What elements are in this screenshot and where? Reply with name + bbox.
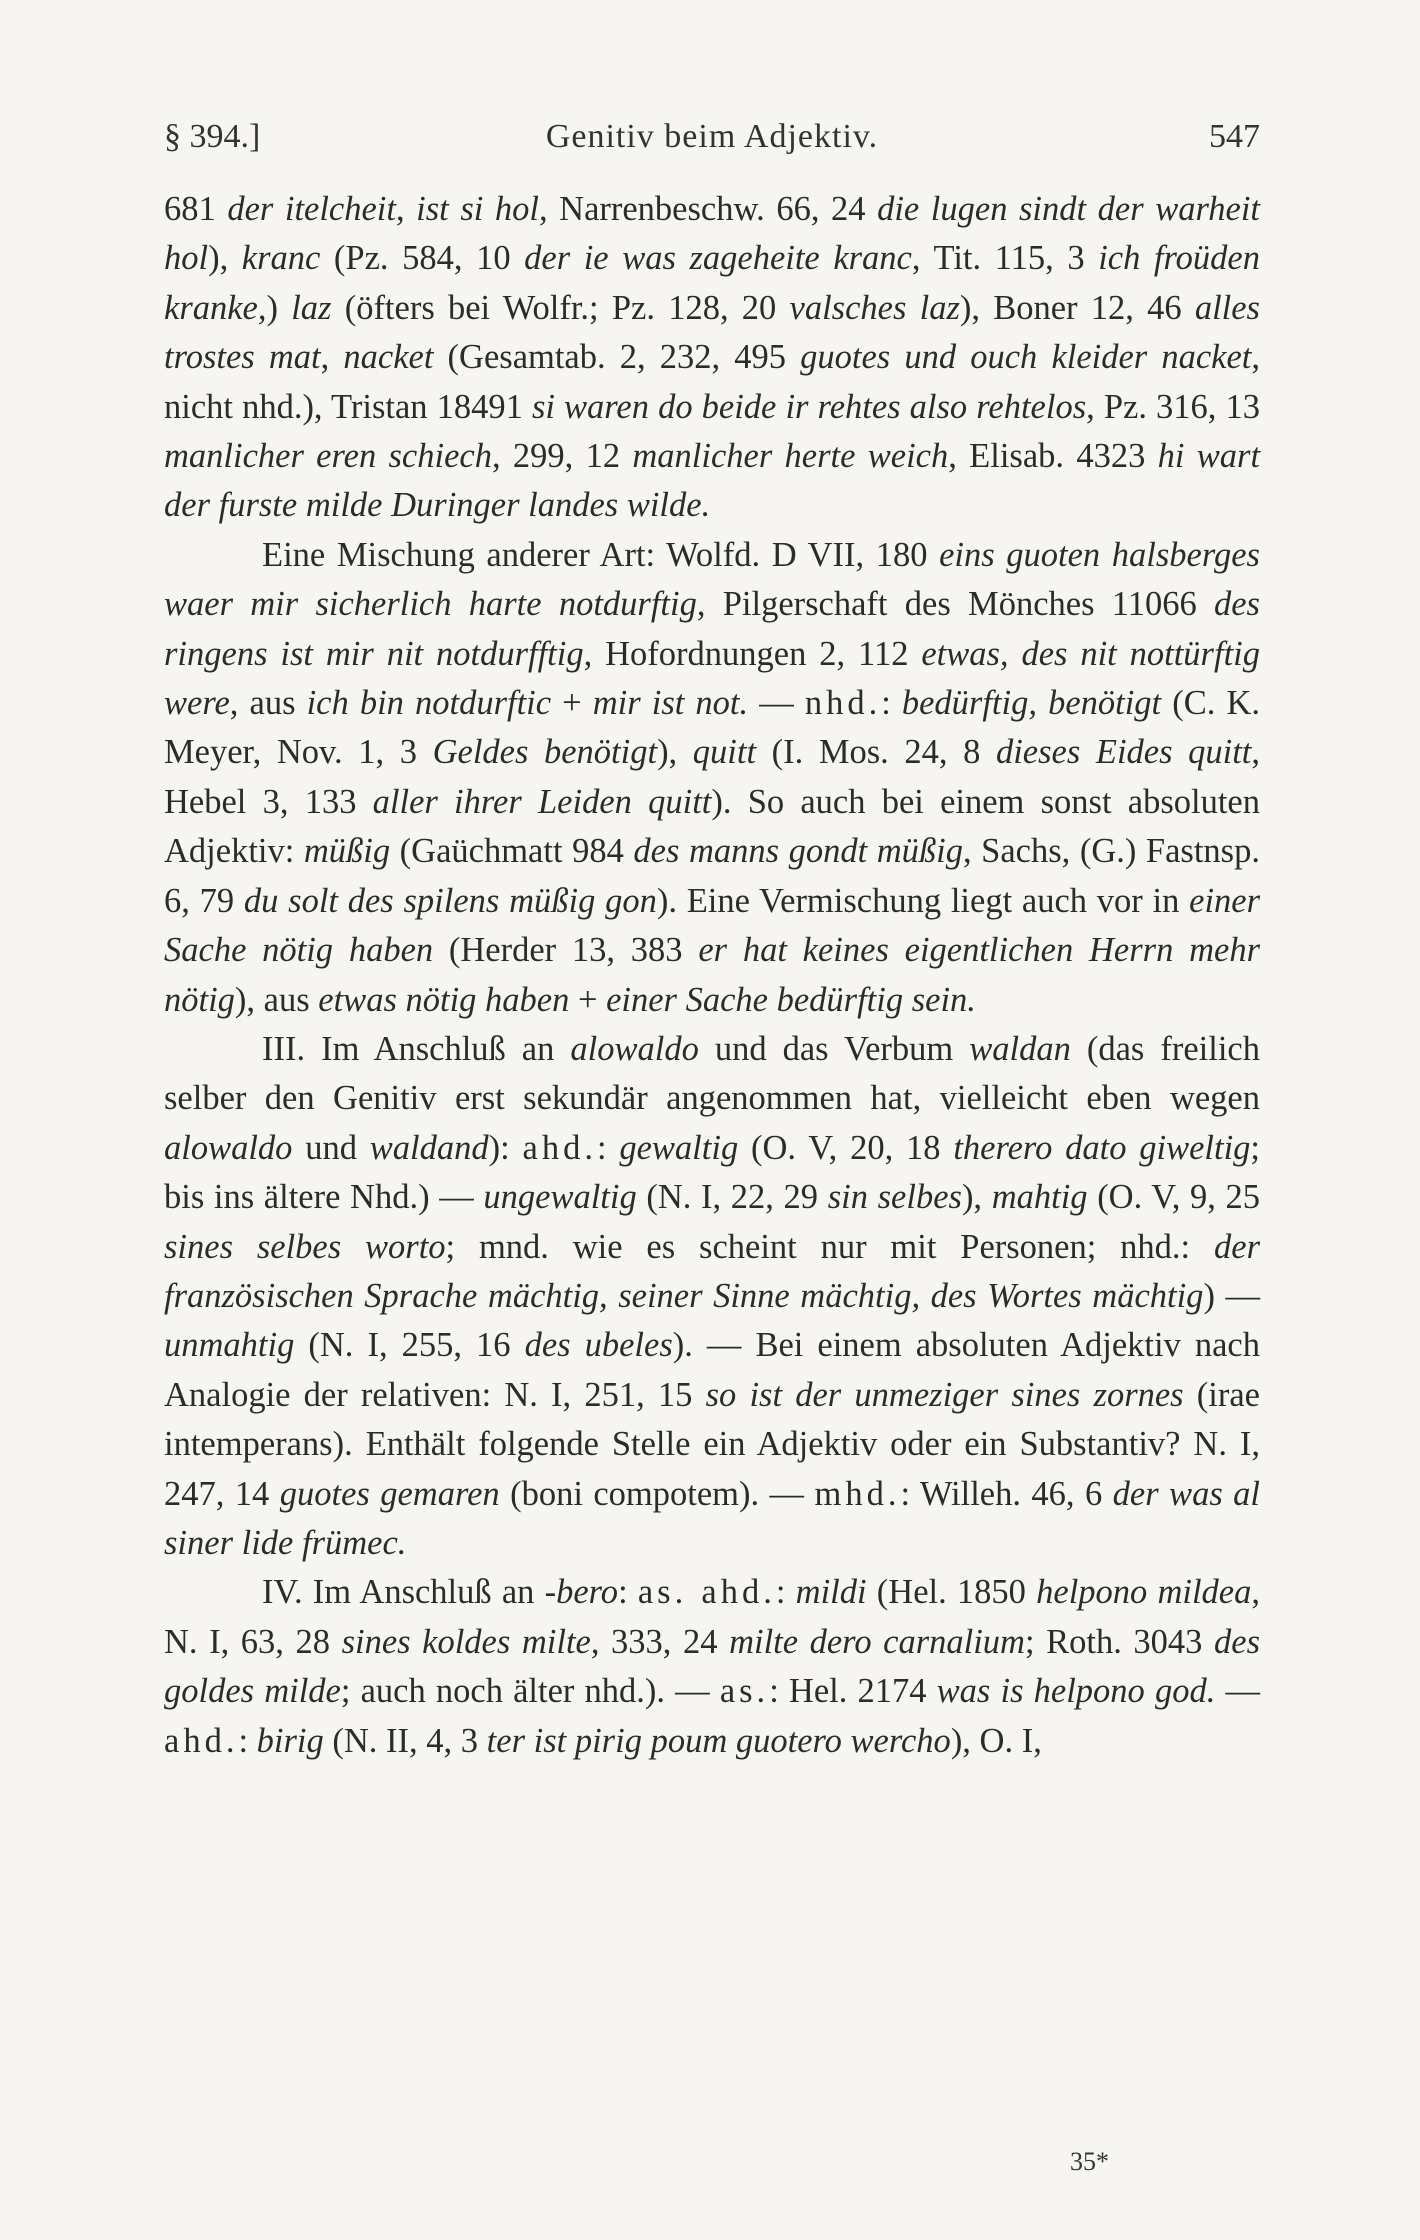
- italic-citation: gewaltig: [619, 1128, 739, 1167]
- text-run: , 299, 12: [491, 437, 633, 476]
- paragraph-3: [164, 1025, 1260, 1568]
- italic-citation: der itelcheit: [227, 190, 396, 228]
- signature-mark: 35*: [1070, 2147, 1109, 2176]
- italic-citation: aller ihrer Leiden quitt: [372, 782, 712, 821]
- text-run: ; bis ins ältere Nhd.) —: [164, 1128, 1260, 1217]
- text-run: ; mnd. wie es scheint nur mit Personen; nhd.:: [445, 1227, 1214, 1266]
- text-run: :: [596, 1128, 620, 1167]
- text-run: ),: [961, 1178, 992, 1217]
- text-run: III. Im Anschluß an: [262, 1029, 571, 1068]
- text-run: und: [292, 1128, 370, 1167]
- text-run: und das Verbum: [698, 1029, 970, 1068]
- text-run: ), aus: [234, 980, 319, 1019]
- text-run: , aus: [229, 684, 307, 723]
- italic-citation: unmahtig: [164, 1326, 295, 1365]
- italic-citation: müßig: [303, 832, 391, 871]
- italic-citation: manlicher herte weich: [632, 437, 949, 476]
- italic-citation: birig: [256, 1721, 324, 1760]
- italic-citation: des manns gondt müßig: [633, 832, 963, 871]
- italic-citation: du solt des spilens müßig gon: [243, 881, 657, 920]
- text-run: :: [618, 1573, 638, 1612]
- italic-citation: milte dero carnalium: [729, 1622, 1025, 1661]
- italic-citation: kranc: [241, 239, 321, 278]
- italic-citation: er hat keines eigentlichen Herrn mehr nötig: [164, 931, 1260, 1019]
- italic-citation: nacket: [343, 338, 434, 377]
- italic-citation: si waren do beide ir rehtes also rehtelos: [531, 387, 1087, 426]
- text-run: (O. V, 20, 18: [738, 1128, 954, 1167]
- text-run: (Pz. 584, 10: [320, 239, 525, 278]
- italic-citation: therero dato giweltig: [953, 1128, 1251, 1167]
- text-run: (O. V, 9, 25: [1087, 1178, 1260, 1217]
- text-run: :: [881, 684, 902, 723]
- text-run: Eine Mischung anderer Art: Wolfd. D VII, 180: [262, 535, 940, 574]
- italic-citation: etwas nötig haben: [318, 980, 570, 1019]
- text-run: (boni compotem). —: [499, 1474, 815, 1513]
- italic-citation: alowaldo: [164, 1128, 293, 1167]
- italic-citation: ich froüden kranke,: [164, 239, 1260, 327]
- italic-citation: ich bin notdurftic: [306, 684, 552, 723]
- text-run: (Herder 13, 383: [433, 931, 699, 970]
- running-header: [164, 108, 1260, 168]
- text-run: , nicht nhd.), Tristan 18491: [164, 338, 1261, 426]
- text-run: ):: [488, 1128, 523, 1167]
- section-marker: § 394.]: [164, 118, 261, 155]
- italic-citation: alowaldo: [570, 1029, 699, 1068]
- text-run: , 333, 24: [590, 1622, 730, 1661]
- text-run: (das freilich selber den Genitiv erst sekundär angenommen hat, vielleicht eben wegen: [164, 1029, 1260, 1118]
- italic-citation: des ubeles: [524, 1326, 673, 1365]
- italic-citation: der ie was zageheite kranc: [524, 239, 912, 278]
- text-run: , Hebel 3, 133: [164, 733, 1260, 821]
- text-run: (irae intemperans). Enthält folgende Stelle ein Adjektiv oder ein Substantiv? N. I, 247, 14: [164, 1375, 1260, 1513]
- text-run: (C. K. Meyer, Nov. 1, 3: [164, 684, 1260, 772]
- text-run: (Gesamtab. 2, 232, 495: [433, 338, 801, 377]
- text-run: IV. Im Anschluß an: [262, 1573, 545, 1612]
- italic-citation: bedürftig, benötigt: [901, 684, 1162, 723]
- italic-citation: des goldes milde: [164, 1622, 1261, 1711]
- text-run: (Hel. 1850: [866, 1573, 1037, 1612]
- text-run: 681: [164, 190, 228, 228]
- text-run: (öfters bei Wolfr.; Pz. 128, 20: [331, 288, 790, 327]
- text-run: , Narrenbeschw. 66, 24: [538, 190, 878, 228]
- text-run: ahd.: [164, 1721, 239, 1760]
- text-run: ,: [320, 338, 344, 377]
- text-run: ,: [395, 190, 417, 228]
- italic-citation: -bero: [544, 1573, 619, 1612]
- text-run: ; auch noch älter nhd.). —: [340, 1672, 720, 1711]
- text-run: +: [569, 980, 607, 1019]
- text-run: ). Eine Vermischung liegt auch vor in: [656, 881, 1190, 920]
- italic-citation: quitt: [692, 733, 757, 772]
- text-run: ), O. I,: [950, 1721, 1042, 1760]
- text-run: ): [266, 288, 292, 327]
- italic-citation: alles trostes mat: [164, 288, 1260, 377]
- italic-citation: mildi: [795, 1573, 867, 1612]
- page-number: 547: [1209, 118, 1260, 155]
- text-run: mhd.: [814, 1474, 901, 1513]
- italic-citation: ist si hol: [416, 190, 539, 228]
- text-run: —: [1215, 1672, 1260, 1711]
- italic-citation: sin selbes: [827, 1178, 962, 1217]
- text-run: , Pz. 316, 13: [1086, 387, 1260, 426]
- italic-citation: dieses Eides quitt: [995, 733, 1252, 772]
- italic-citation: sines selbes worto: [164, 1227, 446, 1266]
- italic-citation: mahtig: [991, 1178, 1088, 1217]
- paragraph-2: [164, 531, 1260, 1025]
- text-run: ; Roth. 3043: [1024, 1622, 1215, 1661]
- text-run: , N. I, 63, 28: [164, 1573, 1260, 1661]
- text-run: —: [748, 684, 805, 723]
- text-run: ). — Bei einem absoluten Adjektiv nach Analogie der relativen: N. I, 251, 15: [164, 1326, 1260, 1414]
- italic-citation: sines koldes milte: [341, 1622, 591, 1661]
- italic-citation: die lugen sindt der warheit hol: [164, 190, 1261, 278]
- italic-citation: einer Sache nötig haben: [164, 881, 1261, 970]
- text-run: ),: [208, 239, 242, 278]
- text-run: ) —: [1203, 1276, 1260, 1315]
- text-run: :: [775, 1573, 796, 1612]
- italic-citation: guotes gemaren: [279, 1474, 500, 1513]
- italic-citation: etwas, des nit nottürftig were: [164, 634, 1260, 723]
- text-run: , Elisab. 4323: [948, 437, 1158, 476]
- italic-citation: ungewaltig: [483, 1178, 637, 1217]
- italic-citation: hi wart der furste milde Duringer landes wilde.: [164, 437, 1261, 525]
- italic-citation: helpono mildea: [1036, 1573, 1252, 1612]
- italic-citation: einer Sache bedürftig sein.: [606, 980, 976, 1019]
- text-run: (I. Mos. 24, 8: [756, 733, 996, 772]
- text-run: , Sachs, (G.) Fastnsp. 6, 79: [164, 832, 1260, 920]
- text-run: +: [551, 684, 593, 723]
- text-run: , Tit. 115, 3: [911, 239, 1099, 278]
- text-run: (N. I, 255, 16: [294, 1326, 525, 1365]
- text-run: : Willeh. 46, 6: [900, 1474, 1113, 1513]
- body-text: [164, 185, 1260, 1766]
- text-run: : Hel. 2174: [769, 1672, 937, 1711]
- italic-citation: manlicher eren schiech: [164, 437, 492, 476]
- italic-citation: ter ist pirig poum guotero wercho: [486, 1721, 951, 1760]
- text-run: ),: [657, 733, 693, 772]
- italic-citation: guotes und ouch kleider nacket: [800, 338, 1252, 377]
- text-run: , Hofordnungen 2, 112: [583, 634, 922, 673]
- text-run: as.: [719, 1672, 770, 1711]
- text-run: nhd.: [804, 684, 882, 723]
- italic-citation: waldan: [969, 1029, 1071, 1068]
- page-title: Genitiv beim Adjektiv.: [545, 118, 879, 155]
- text-run: ). So auch bei einem sonst absoluten Adjektiv:: [164, 782, 1260, 871]
- text-run: (Gaüchmatt 984: [390, 832, 634, 871]
- italic-citation: laz: [291, 288, 332, 327]
- paragraph-4: [164, 1568, 1260, 1766]
- italic-citation: was is helpono god.: [936, 1672, 1216, 1711]
- italic-citation: mir ist not.: [592, 684, 749, 723]
- text-run: as. ahd.: [637, 1573, 776, 1612]
- text-run: , Pilgerschaft des Mönches 11066: [696, 585, 1214, 624]
- italic-citation: so ist der unmeziger sines zornes: [705, 1375, 1184, 1414]
- italic-citation: des ringens ist mir nit notdurfftig: [164, 585, 1260, 673]
- text-run: (N. II, 4, 3: [323, 1721, 487, 1760]
- text-run: ), Boner 12, 46: [959, 288, 1195, 327]
- italic-citation: der französischen Sprache mächtig, seiner Sinne mächtig, des Wortes mächtig: [164, 1227, 1260, 1315]
- text-run: ahd.: [522, 1128, 597, 1167]
- italic-citation: Geldes benötigt: [432, 733, 658, 772]
- italic-citation: waldand: [369, 1128, 489, 1167]
- paragraph-1: [164, 185, 1260, 531]
- text-run: (N. I, 22, 29: [636, 1178, 828, 1217]
- italic-citation: eins guoten halsberges waer mir sicherlich harte notdurftig: [164, 535, 1260, 624]
- text-run: :: [238, 1721, 257, 1760]
- italic-citation: der was al siner lide frümec.: [164, 1474, 1261, 1562]
- italic-citation: valsches laz: [789, 288, 960, 327]
